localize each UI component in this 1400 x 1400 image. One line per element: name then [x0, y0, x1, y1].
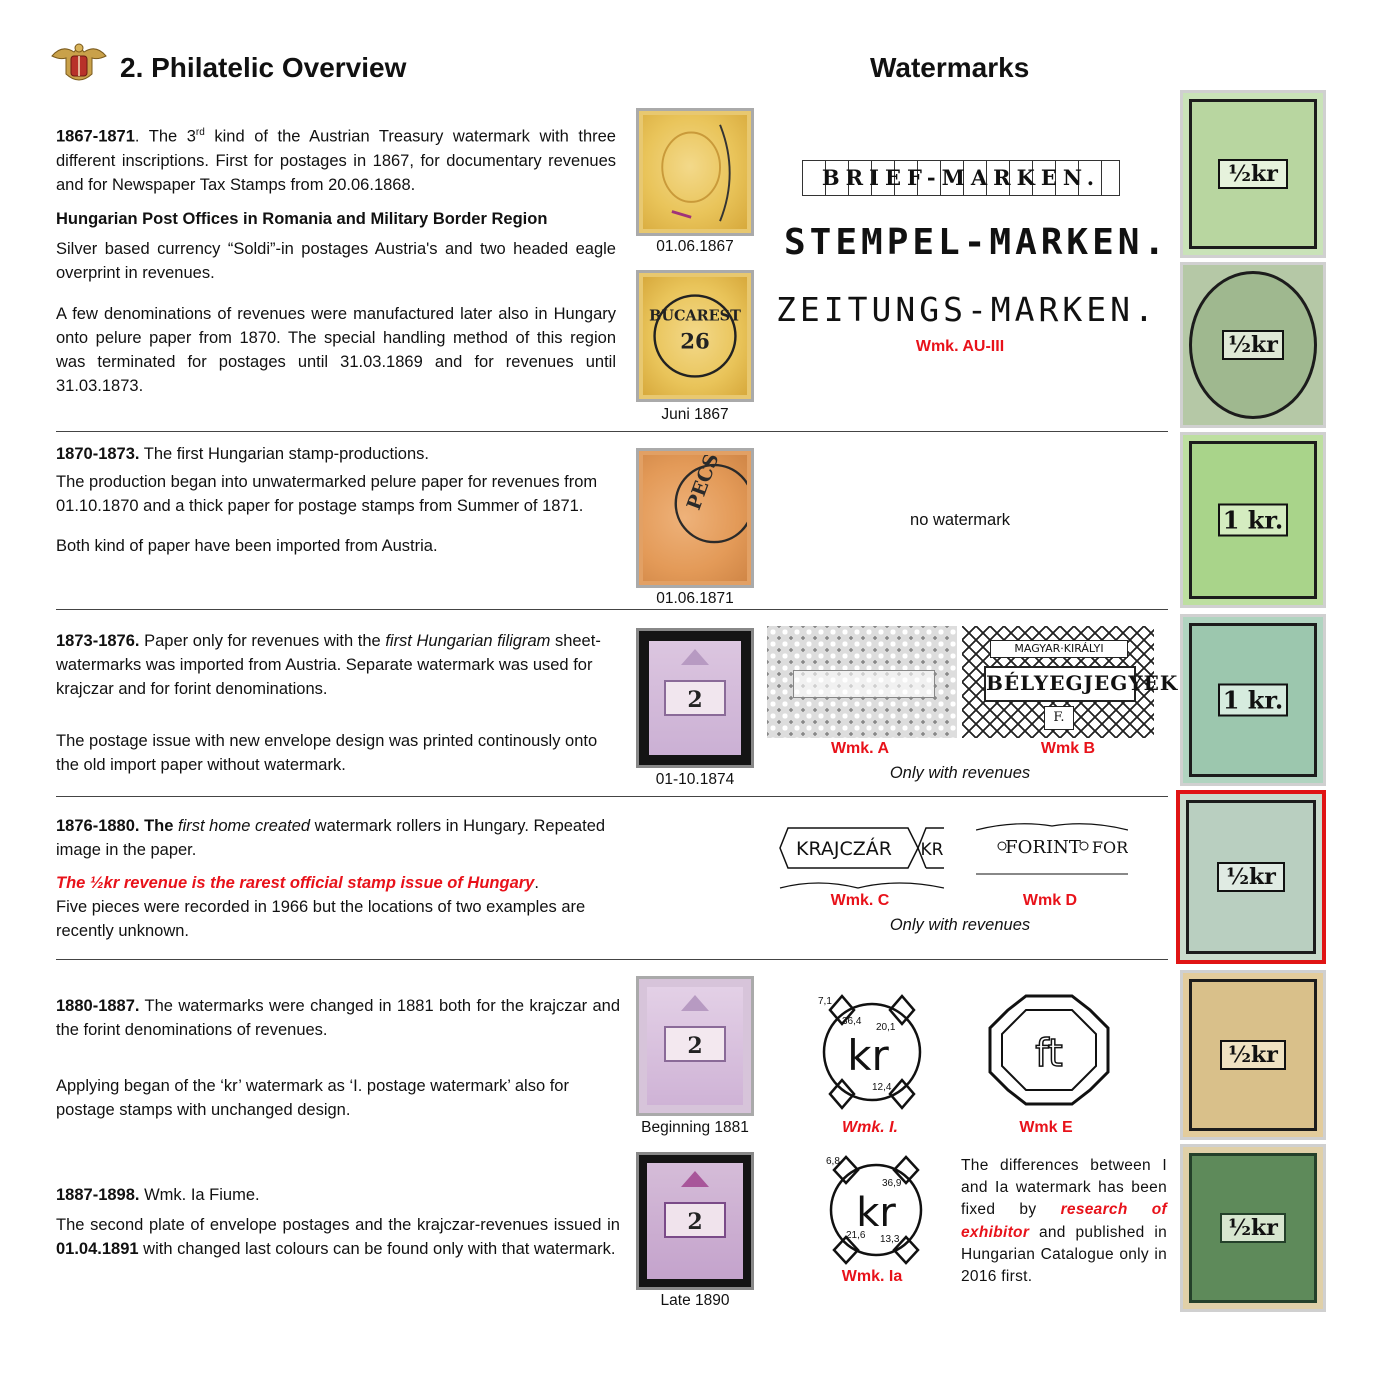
wmk-au-iii-caption: Wmk. AU-III — [915, 338, 1005, 355]
wmk-c-image — [778, 820, 944, 890]
no-watermark-label: no watermark — [910, 511, 1010, 529]
wmk-i-image — [816, 990, 928, 1112]
revenue-stamp-2: ½kr — [1180, 262, 1326, 428]
svg-text:FOR: FOR — [1091, 838, 1128, 857]
section-1880-text: 1880-1887. The watermarks were changed in 1881 both for the krajczar and the forint denominations of revenues. Applying began of the ‘kr’ watermark as ‘I. postage watermark’ also for postage stamps with unchanged design. — [56, 997, 620, 1119]
section-1876-text: 1876-1880. The first home created watermark rollers in Hungary. Repeated image in the paper. The ½kr revenue is the rarest official stamp issue of Hungary. Five pieces were recorded in 1966 but the locations of two examples are recently unknown. — [56, 817, 606, 940]
stamp-1890-caption: Late 1890 — [660, 1292, 730, 1309]
divider-1 — [56, 431, 1168, 432]
svg-text:kr: kr — [847, 1031, 889, 1080]
stamp-postmark-text: BUCAREST — [649, 307, 741, 325]
divider-4 — [56, 959, 1168, 960]
only-revenues-note-1: Only with revenues — [889, 764, 1031, 782]
svg-text:FORINT: FORINT — [1005, 837, 1081, 858]
stamp-1871-caption: 01.06.1871 — [656, 590, 734, 607]
stamp-1874-violet — [636, 628, 754, 768]
stamp-1871-pecs — [636, 448, 754, 588]
revenue-stamp-5-highlighted: ½kr — [1176, 790, 1326, 964]
svg-text:36,9: 36,9 — [882, 1178, 902, 1189]
revenue-stamp-6: ½kr — [1180, 970, 1326, 1140]
section-1887-text: 1887-1898. Wmk. Ia Fiume. The second plate of envelope postages and the krajczar-revenues issued in 01.04.1891 with changed last colours can be found only with that watermark. — [56, 1186, 620, 1258]
svg-text:ft: ft — [1035, 1031, 1063, 1075]
stamp-1881-violet — [636, 976, 754, 1116]
wmk-d-image — [976, 816, 1128, 888]
svg-text:36,4: 36,4 — [842, 1016, 862, 1027]
stamp-1867-yellow — [636, 108, 754, 236]
coat-of-arms-logo — [48, 38, 110, 86]
wmk-au-iii-line3: ZEITUNGS-MARKEN. — [776, 290, 1158, 329]
stamp-postmark-day: 26 — [680, 328, 710, 354]
wmk-i-caption: Wmk. I. — [841, 1119, 898, 1136]
wmk-b-caption: Wmk B — [1040, 740, 1096, 757]
only-revenues-note-2: Only with revenues — [889, 916, 1031, 934]
section-1867-subhead: Hungarian Post Offices in Romania and Military Border Region — [56, 209, 548, 228]
stamp-1890-violet — [636, 1152, 754, 1290]
stamp-juni-caption: Juni 1867 — [661, 406, 729, 423]
stamp-postmark-pecs: PECS — [681, 455, 724, 513]
svg-text:kr: kr — [856, 1190, 896, 1236]
stamp-1867-bucarest — [636, 270, 754, 402]
revenue-stamp-7: ½kr — [1180, 1144, 1326, 1312]
section-1873-text: 1873-1876. Paper only for revenues with the first Hungarian filigram sheet-watermarks was imported from Austria. Separate watermark was used for krajczar and for forint denominations. The postage issue with new envelope design was printed continously onto the old import paper without watermark. — [56, 632, 601, 774]
rarest-issue-note: The ½kr revenue is the rarest official stamp issue of Hungary — [56, 874, 535, 892]
wmk-c-caption: Wmk. C — [830, 892, 890, 909]
watermarks-title: Watermarks — [870, 52, 1030, 83]
wmk-au-iii-line2: STEMPEL-MARKEN. — [784, 222, 1170, 263]
wmk-ia-caption: Wmk. Ia — [841, 1268, 903, 1285]
section-1867-para2: Silver based currency “Soldi”-in postages Austria's and two headed eagle overprint in revenues. — [56, 239, 616, 282]
wmk-e-caption: Wmk E — [1019, 1119, 1073, 1136]
stamp-value: 2 — [687, 687, 703, 713]
page-title: 2. Philatelic Overview — [120, 52, 407, 83]
section-1870-text: 1870-1873. The first Hungarian stamp-productions. The production began into unwatermarked pelure paper for revenues from 01.10.1870 and a thick paper for postage stamps from Summer of 1871. Both kind of paper have been imported from Austria. — [56, 445, 598, 555]
wmk-a-image — [767, 626, 957, 738]
wmk-b-image: MAGYAR·KIRÁLYI BÉLYEGJEGYEK F. — [962, 626, 1154, 738]
stamp-1867-caption: 01.06.1867 — [656, 238, 734, 255]
revenue-stamp-4: 1 kr. — [1180, 614, 1326, 786]
section-1867-text — [56, 121, 616, 398]
svg-text:7,1: 7,1 — [818, 996, 832, 1007]
svg-text:21,6: 21,6 — [846, 1230, 866, 1241]
section-1867-intro: 1867-1871. The 3rd kind of the Austrian Treasury watermark with three different inscriptions. First for postages in 1867, for documentary revenues and for Newspaper Tax Stamps from 20.06.1868. — [56, 127, 616, 194]
stamp-value: 2 — [687, 1209, 703, 1235]
svg-text:12,4: 12,4 — [872, 1082, 892, 1093]
svg-text:13,3: 13,3 — [880, 1234, 900, 1245]
section-1867-para3: A few denominations of revenues were manufactured later also in Hungary onto pelure paper from 1870. The special handling method of this region was terminated for postages until 31.03.1869 and for revenues until 31.03.1873. — [56, 304, 616, 395]
stamp-value: 2 — [687, 1033, 703, 1059]
wmk-differences-note: The differences between I and Ia watermark has been fixed by research of exhibitor and published in Hungarian Catalogue only in 2016 first. — [961, 1157, 1167, 1286]
svg-text:KRAJCZÁR: KRAJCZÁR — [796, 838, 892, 860]
wmk-d-caption: Wmk D — [1022, 892, 1078, 909]
svg-text:20,1: 20,1 — [876, 1022, 896, 1033]
wmk-a-caption: Wmk. A — [830, 740, 890, 757]
wmk-ia-image — [824, 1152, 928, 1268]
stamp-1881-caption: Beginning 1881 — [641, 1119, 749, 1136]
divider-3 — [56, 796, 1168, 797]
wmk-au-iii-line1: BRIEF-MARKEN. — [802, 160, 1120, 196]
svg-text:KR: KR — [920, 840, 944, 860]
divider-2 — [56, 609, 1168, 610]
wmk-e-image — [986, 992, 1112, 1108]
revenue-stamp-1: ½kr — [1180, 90, 1326, 258]
svg-text:6,8: 6,8 — [826, 1156, 840, 1167]
revenue-stamp-3: 1 kr. — [1180, 432, 1326, 608]
stamp-1874-caption: 01-10.1874 — [655, 771, 735, 788]
